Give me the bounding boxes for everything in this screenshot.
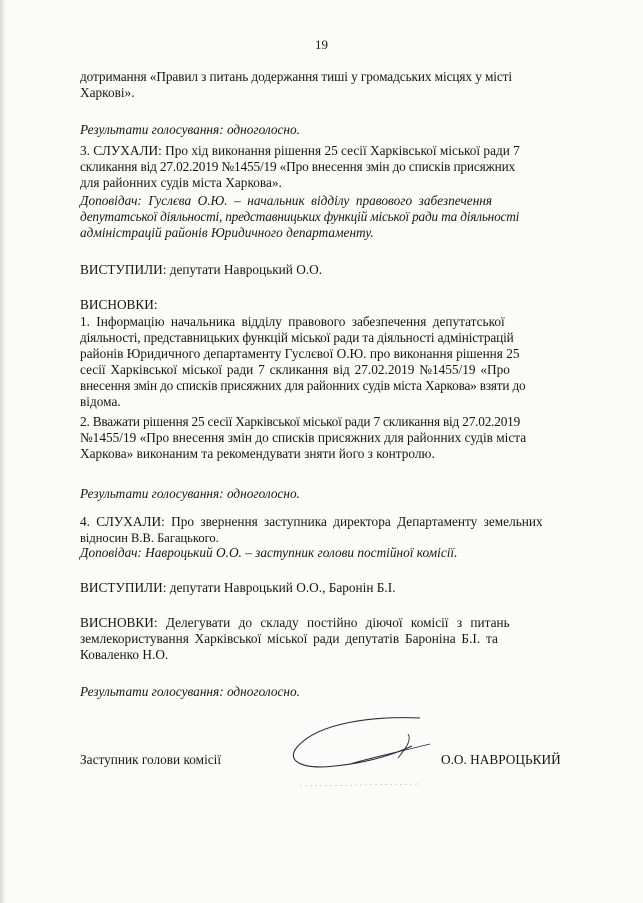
item-3-line: для районних судів міста Харкова». <box>80 175 282 190</box>
reporter-line: депутатської діяльності, представницьких функцій міської ради та діяльності <box>80 209 520 224</box>
conclusions-heading: ВИСНОВКИ: <box>80 297 158 312</box>
scan-edge-shadow <box>0 0 6 903</box>
conclusion-1 <box>80 314 599 410</box>
conclusion-2 <box>80 414 599 462</box>
signatory-name: О.О. НАВРОЦЬКИЙ <box>441 752 561 767</box>
conclusion-line: землекористування Харківської міської ради депутатів Бароніна Б.І. та <box>80 631 498 646</box>
voting-result-1: Результати голосування: одноголосно. <box>80 122 300 137</box>
intro-line: Харкові». <box>80 85 135 100</box>
signatory-position: Заступник голови комісії <box>80 752 222 767</box>
voting-result-3: Результати голосування: одноголосно. <box>80 684 300 699</box>
conclusion-line: внесення змін до списків присяжних для районних судів міста Харкова» взяти до <box>80 378 526 393</box>
conclusion-line: відома. <box>80 394 121 409</box>
reporter-line: Доповідач: Гуслєва О.Ю. – начальник відділу правового забезпечення <box>80 193 493 208</box>
conclusion-line: 2. Вважати рішення 25 сесії Харківської міської ради 7 скликання від 27.02.2019 <box>80 414 521 429</box>
item-3-reporter <box>80 193 599 241</box>
conclusion-line: районів Юридичного департаменту Гуслєвої О.Ю. про виконання рішення 25 <box>80 346 520 361</box>
conclusion-line: Харкова» виконаним та рекомендувати зняти його з контролю. <box>80 446 435 461</box>
conclusion-line: 1. Інформацію начальника відділу правового забезпечення депутатської <box>80 314 505 329</box>
intro-line: дотримання «Правил з питань додержання тиші у громадських місцях у місті <box>80 69 512 84</box>
speakers-2: ВИСТУПИЛИ: депутати Навроцький О.О., Баронін Б.І. <box>80 580 396 595</box>
handwritten-signature <box>280 708 440 798</box>
item-3-heard <box>80 143 599 191</box>
conclusion-line: Коваленко Н.О. <box>80 647 169 662</box>
page-number: 19 <box>315 37 328 52</box>
intro-paragraph <box>80 69 599 101</box>
item-4-line: 4. СЛУХАЛИ: Про звернення заступника директора Департаменту земельних <box>80 514 543 529</box>
conclusion-3 <box>80 615 599 663</box>
conclusion-line: сесії Харківської міської ради 7 скликання від 27.02.2019 №1455/19 «Про <box>80 362 510 377</box>
reporter-line: адміністрацій районів Юридичного департаменту. <box>80 225 374 240</box>
item-4-line: відносин В.В. Багацького. <box>80 531 219 545</box>
conclusion-line: діяльності, представницьких функцій міської ради та діяльності адміністрацій <box>80 330 514 345</box>
conclusion-line: ВИСНОВКИ: Делегувати до складу постійно діючої комісії з питань <box>80 615 510 630</box>
voting-result-2: Результати голосування: одноголосно. <box>80 486 300 501</box>
item-3-line: 3. СЛУХАЛИ: Про хід виконання рішення 25 сесії Харківської міської ради 7 <box>80 143 520 158</box>
speakers-1: ВИСТУПИЛИ: депутати Навроцький О.О. <box>80 262 323 277</box>
conclusion-line: №1455/19 «Про внесення змін до списків присяжних для районних судів міста <box>80 430 527 445</box>
item-4-heard <box>80 514 599 546</box>
item-3-line: скликання від 27.02.2019 №1455/19 «Про внесення змін до списків присяжних <box>80 159 516 174</box>
item-4-reporter: Доповідач: Навроцький О.О. – заступник голови постійної комісії. <box>80 545 458 560</box>
